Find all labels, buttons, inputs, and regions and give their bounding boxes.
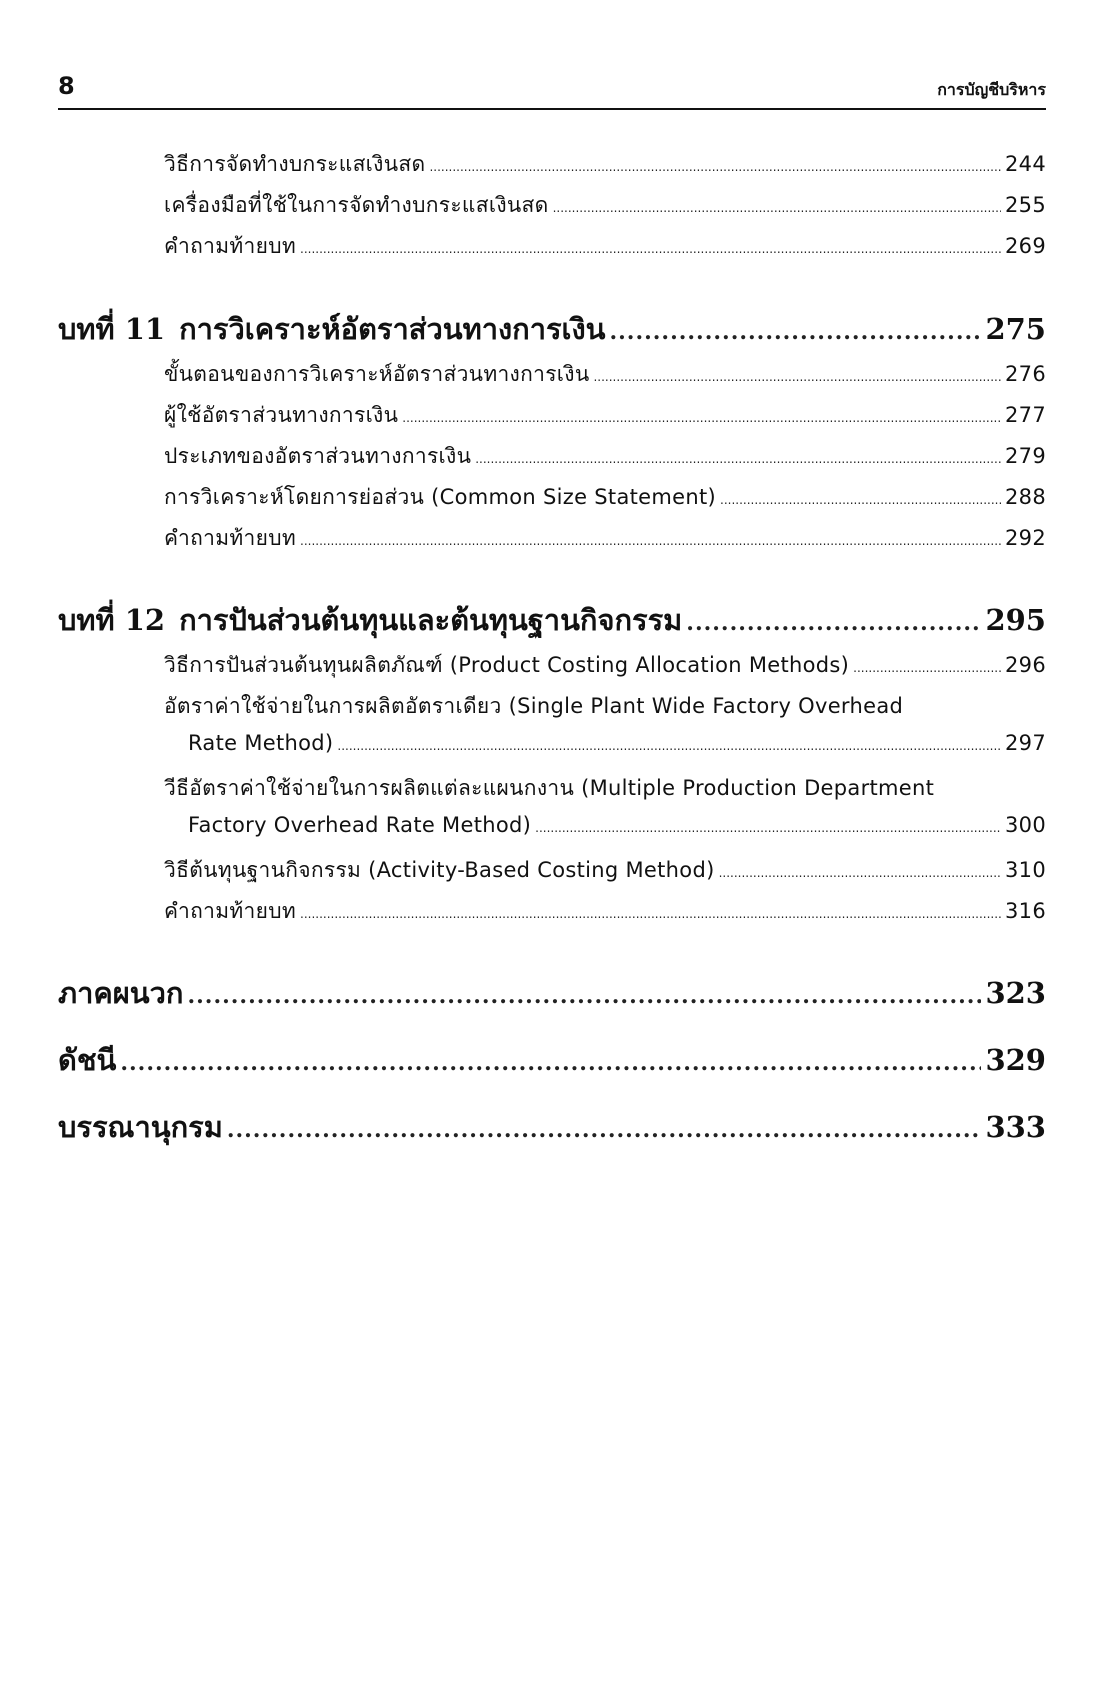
toc-entry-first-line: อัตราค่าใช้จ่ายในการผลิตอัตราเดียว (Single Plant Wide Factory Overhead — [164, 694, 904, 718]
dot-leader — [300, 907, 1001, 921]
dot-leader — [300, 242, 1001, 256]
appendix-heading — [58, 970, 1046, 1016]
toc-entry — [164, 481, 1046, 514]
dot-leader — [553, 201, 1001, 215]
index-heading — [58, 1037, 1046, 1083]
toc-entry-title: วิธีการปันส่วนต้นทุนผลิตภัณฑ์ (Product Costing Allocation Methods) — [164, 653, 850, 677]
bibliography-heading — [58, 1104, 1046, 1150]
dot-leader — [120, 1050, 981, 1076]
chapter-title: ภาคผนวก — [58, 976, 184, 1010]
toc-entry-title: ประเภทของอัตราส่วนทางการเงิน — [164, 444, 472, 468]
page-header — [58, 70, 1046, 110]
dot-leader — [593, 370, 1001, 384]
toc-entry-page: 277 — [1005, 403, 1046, 427]
dot-leader — [475, 452, 1001, 466]
chapter-page: 275 — [985, 312, 1046, 346]
dot-leader — [853, 661, 1001, 675]
dot-leader — [719, 866, 1001, 880]
dot-leader — [300, 534, 1001, 548]
toc-entry-page: 269 — [1005, 234, 1046, 258]
toc-entry-title: Factory Overhead Rate Method) — [188, 813, 532, 837]
toc-entry-title: วิธีต้นทุนฐานกิจกรรม (Activity-Based Costing Method) — [164, 858, 715, 882]
toc-entry — [188, 731, 1046, 755]
toc-entry-page: 316 — [1005, 899, 1046, 923]
toc-entry — [164, 399, 1046, 432]
chapter-12-heading — [58, 597, 1046, 643]
chapter-11-heading — [58, 306, 1046, 352]
chapter-label: บทที่ 11 — [58, 312, 166, 346]
toc-entry-page: 279 — [1005, 444, 1046, 468]
toc-entry — [164, 189, 1046, 222]
toc-entry-title: คำถามท้ายบท — [164, 526, 297, 550]
toc-entry — [164, 854, 1046, 887]
chapter-title: การปันส่วนต้นทุนและต้นทุนฐานกิจกรรม — [179, 603, 683, 637]
dot-leader — [429, 160, 1001, 174]
toc-entry-title: ผู้ใช้อัตราส่วนทางการเงิน — [164, 403, 399, 427]
dot-leader — [227, 1117, 982, 1143]
dot-leader — [337, 739, 1001, 753]
toc-entry-title: การวิเคราะห์โดยการย่อส่วน (Common Size Statement) — [164, 485, 716, 509]
toc-entry-page: 244 — [1005, 152, 1046, 176]
toc-entry-title: คำถามท้ายบท — [164, 234, 297, 258]
toc-entry-first-line: วีธีอัตราค่าใช้จ่ายในการผลิตแต่ละแผนกงาน (Multiple Production Department — [164, 776, 935, 800]
toc-entry-page: 300 — [1005, 813, 1046, 837]
toc-entry-page: 310 — [1005, 858, 1046, 882]
dot-leader — [535, 821, 1001, 835]
dot-leader — [686, 610, 981, 636]
toc-entry — [164, 358, 1046, 391]
toc-entry — [188, 813, 1046, 837]
toc-entry — [164, 895, 1046, 928]
chapter-page: 333 — [985, 1110, 1046, 1144]
toc-entry — [164, 148, 1046, 181]
chapter-page: 323 — [985, 976, 1046, 1010]
dot-leader — [402, 411, 1001, 425]
toc-entry-title: วิธีการจัดทำงบกระแสเงินสด — [164, 152, 426, 176]
dot-leader — [187, 983, 981, 1009]
toc-entry-page: 297 — [1005, 731, 1046, 755]
chapter-page: 329 — [985, 1043, 1046, 1077]
toc-entry — [164, 522, 1046, 555]
chapter-label: บทที่ 12 — [58, 603, 166, 637]
chapter-title: ดัชนี — [58, 1043, 117, 1077]
toc-entry-page: 276 — [1005, 362, 1046, 386]
toc-entry — [164, 230, 1046, 263]
toc-entry-title: ขั้นตอนของการวิเคราะห์อัตราส่วนทางการเงิน — [164, 362, 590, 386]
toc-entry-page: 255 — [1005, 193, 1046, 217]
toc-entry-title: เครื่องมือที่ใช้ในการจัดทำงบกระแสเงินสด — [164, 193, 549, 217]
toc-entry-page: 292 — [1005, 526, 1046, 550]
chapter-page: 295 — [985, 603, 1046, 637]
toc-entry-title: Rate Method) — [188, 731, 334, 755]
toc-entry — [164, 440, 1046, 473]
toc-entry-title: คำถามท้ายบท — [164, 899, 297, 923]
chapter-title: บรรณานุกรม — [58, 1110, 223, 1144]
dot-leader — [609, 319, 981, 345]
toc-entry-page: 288 — [1005, 485, 1046, 509]
toc-entry-page: 296 — [1005, 653, 1046, 677]
toc-entry — [164, 649, 1046, 682]
chapter-title: การวิเคราะห์อัตราส่วนทางการเงิน — [179, 312, 606, 346]
page-number: 8 — [58, 72, 75, 100]
dot-leader — [720, 493, 1001, 507]
running-title: การบัญชีบริหาร — [937, 80, 1046, 99]
